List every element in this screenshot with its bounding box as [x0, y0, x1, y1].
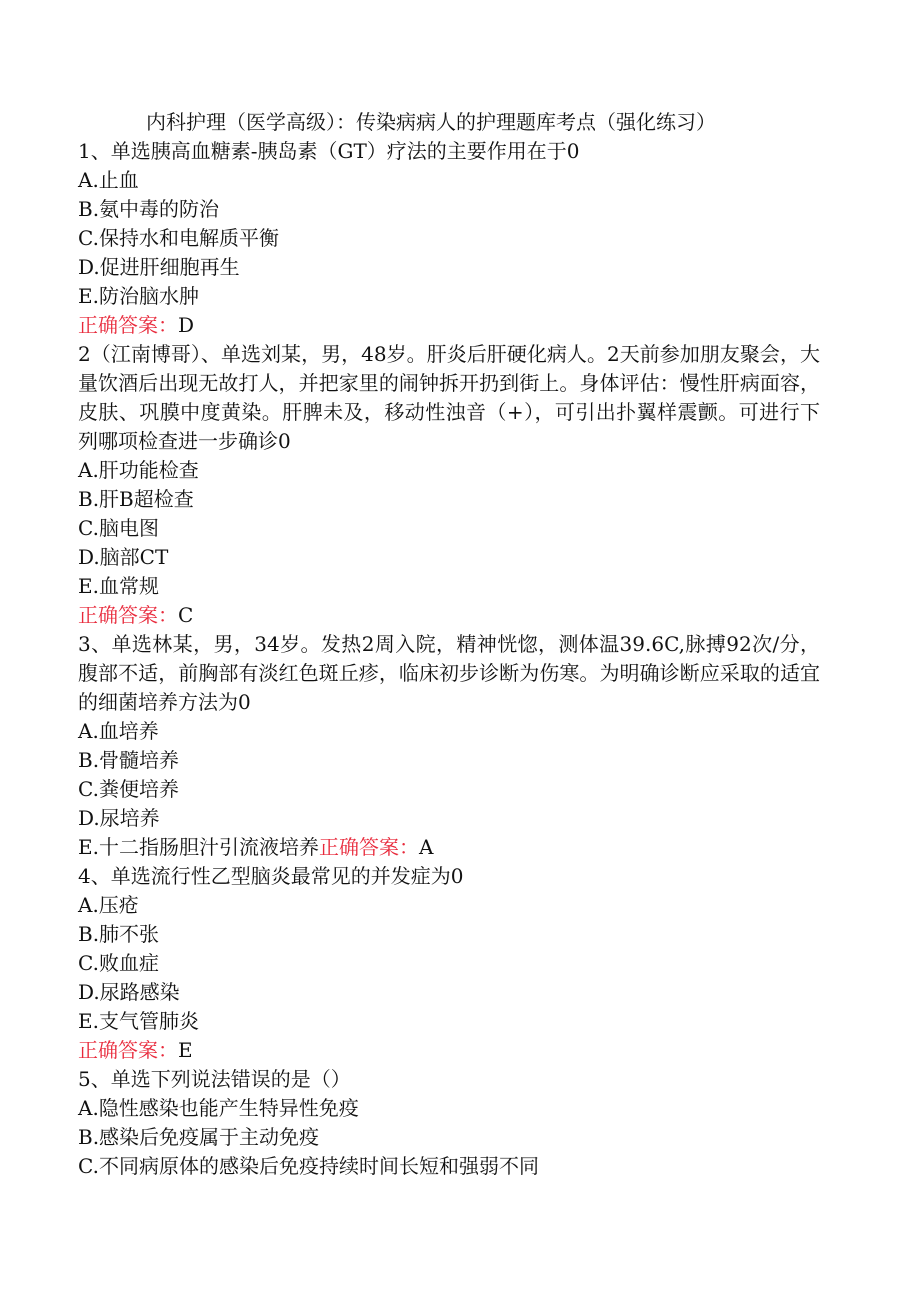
answer-label: 正确答案： — [78, 1038, 178, 1062]
option-d: D.促进肝细胞再生 — [78, 255, 240, 279]
answer-label: 正确答案： — [78, 313, 178, 337]
option-b: B.肺不张 — [78, 922, 160, 946]
option-c: C.不同病原体的感染后免疫持续时间长短和强弱不同 — [78, 1154, 539, 1178]
option-a: A.止血 — [78, 168, 139, 192]
option-d: D.脑部CT — [78, 545, 169, 569]
option-e: E.防治脑水肿 — [78, 284, 199, 308]
document-page — [78, 108, 820, 1181]
option-a: A.血培养 — [78, 719, 159, 743]
option-e: E.支气管肺炎 — [78, 1009, 199, 1033]
correct-answer — [78, 1036, 820, 1065]
document-title: 内科护理（医学高级）：传染病病人的护理题库考点（强化练习） — [146, 110, 716, 134]
option-e: E.十二指肠胆汁引流液培养 — [78, 835, 319, 859]
answer-value: C — [178, 603, 194, 627]
option-a: A.隐性感染也能产生特异性免疫 — [78, 1096, 359, 1120]
correct-answer — [78, 601, 820, 630]
option-c: C.保持水和电解质平衡 — [78, 226, 279, 250]
question-3 — [78, 630, 820, 862]
question-5 — [78, 1065, 820, 1181]
answer-value: E — [178, 1038, 193, 1062]
question-stem: 4、单选流行性乙型脑炎最常见的并发症为0 — [78, 864, 464, 888]
answer-value: A — [418, 835, 434, 859]
option-c: C.脑电图 — [78, 516, 159, 540]
option-e: E.血常规 — [78, 574, 159, 598]
question-stem: 3、单选林某，男，34岁。发热2周入院，精神恍惚，测体温39.6C,脉搏92次/分，腹部不适，前胸部有淡红色斑丘疹，临床初步诊断为伤寒。为明确诊断应采取的适宜的细菌培养方法为0 — [78, 632, 820, 714]
answer-label: 正确答案： — [318, 835, 419, 859]
option-a: A.压疮 — [78, 893, 139, 917]
question-stem: 2（江南博哥）、单选刘某，男，48岁。肝炎后肝硬化病人。2天前参加朋友聚会，大量饮酒后出现无故打人，并把家里的闹钟拆开扔到街上。身体评估：慢性肝病面容，皮肤、巩膜中度黄染。肝脾未及，移动性浊音（+），可引出扑翼样震颤。可进行下列哪项检查进一步确诊0 — [78, 342, 820, 453]
question-4 — [78, 862, 820, 1065]
question-1 — [78, 137, 820, 340]
question-stem: 1、单选胰高血糖素-胰岛素（GT）疗法的主要作用在于0 — [78, 139, 580, 163]
option-e-with-answer — [78, 833, 820, 862]
option-b: B.氨中毒的防治 — [78, 197, 220, 221]
answer-label: 正确答案： — [78, 603, 178, 627]
option-b: B.骨髓培养 — [78, 748, 180, 772]
option-c: C.败血症 — [78, 951, 159, 975]
option-d: D.尿培养 — [78, 806, 160, 830]
option-a: A.肝功能检查 — [78, 458, 199, 482]
option-b: B.肝B超检查 — [78, 487, 194, 511]
option-b: B.感染后免疫属于主动免疫 — [78, 1125, 320, 1149]
option-c: C.粪便培养 — [78, 777, 179, 801]
answer-value: D — [178, 313, 195, 337]
question-stem: 5、单选下列说法错误的是（） — [78, 1067, 351, 1091]
question-2 — [78, 340, 820, 630]
option-d: D.尿路感染 — [78, 980, 180, 1004]
correct-answer — [78, 311, 820, 340]
